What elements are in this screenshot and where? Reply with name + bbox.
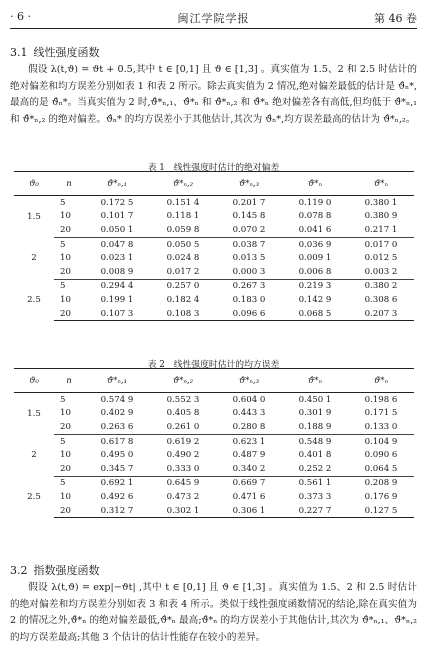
table-row bbox=[14, 196, 414, 210]
sample-size-cell: 10 bbox=[60, 491, 71, 502]
table2-mean-square-error bbox=[14, 368, 414, 518]
table-row bbox=[14, 393, 414, 407]
value-cell: 0.487 9 bbox=[232, 450, 266, 461]
value-cell: 0.402 9 bbox=[100, 408, 134, 419]
value-cell: 0.261 0 bbox=[150, 420, 216, 434]
sample-size-cell: 10 bbox=[60, 408, 71, 419]
table-row bbox=[14, 434, 414, 448]
value-cell: 0.023 1 bbox=[100, 253, 134, 264]
section-3-1-heading bbox=[10, 44, 100, 60]
value-cell: 0.380 1 bbox=[364, 197, 398, 208]
column-header: ϑ̂*ₙ,₁ bbox=[84, 369, 150, 393]
value-cell: 0.267 3 bbox=[232, 281, 266, 292]
value-cell: 0.133 0 bbox=[348, 420, 414, 434]
table-row bbox=[14, 265, 414, 279]
table-row bbox=[14, 307, 414, 321]
column-header: ϑ̂*ₙ,₁ bbox=[84, 172, 150, 196]
table2-caption: 表 2 线性强度时估计的均方误差 bbox=[147, 360, 280, 370]
value-cell: 0.380 9 bbox=[364, 211, 398, 222]
value-cell: 0.252 2 bbox=[282, 462, 348, 476]
table-row bbox=[14, 210, 414, 224]
value-cell: 0.623 1 bbox=[232, 436, 266, 447]
value-cell: 0.188 9 bbox=[282, 420, 348, 434]
paragraph-text: 假设 λ(t,ϑ) = ϑt + 0.5,其中 t ∈ [0,1] 且 ϑ ∈ [1,3] 。真实值为 1.5、2 和 2.5 时估计的绝对偏差和均方误差分别如表 1 和表 2 所示。除去真实值为 2 情况,绝对偏差最低的估计是 ϑ̂ₙ*,最高的是 ϑ̂ₙ*。当真实值为 2 时,ϑ̂*ₙ,₁、ϑ̂*ₙ 和 ϑ̂*ₙ,₂ 和 ϑ̂*ₙ 绝对偏差各有高低,但均低于 ϑ̂*ₙ,₁ 和 ϑ̂*ₙ,₂ 的绝对偏差。ϑ̂ₙ* 的均方误差小于其他估计,其次为 ϑ̂ₙ*,均方误差最高的估计为 ϑ̂*ₙ,₂。 bbox=[10, 64, 417, 125]
value-cell: 0.548 9 bbox=[298, 436, 332, 447]
table-row bbox=[14, 448, 414, 462]
theta-cell: 2.5 bbox=[27, 491, 41, 502]
value-cell: 0.064 5 bbox=[348, 462, 414, 476]
section-title: 线性强度函数 bbox=[33, 46, 100, 59]
value-cell: 0.068 5 bbox=[282, 307, 348, 321]
value-cell: 0.208 9 bbox=[364, 478, 398, 489]
sample-size-cell: 20 bbox=[54, 504, 84, 518]
table-row bbox=[14, 237, 414, 251]
value-cell: 0.492 6 bbox=[100, 491, 134, 502]
value-cell: 0.308 6 bbox=[364, 294, 398, 305]
table-row bbox=[14, 407, 414, 421]
sample-size-cell: 5 bbox=[60, 436, 66, 447]
value-cell: 0.669 7 bbox=[232, 478, 266, 489]
page-header bbox=[10, 6, 417, 29]
value-cell: 0.301 9 bbox=[298, 408, 332, 419]
value-cell: 0.257 0 bbox=[166, 281, 200, 292]
value-cell: 0.473 2 bbox=[166, 491, 200, 502]
paragraph-text: 假设 λ(t,ϑ) = exp|−ϑt| ,其中 t ∈ [0,1] 且 ϑ ∈ [1,3] 。真实值为 1.5、2 和 2.5 时估计的绝对偏差和均方误差分别如表 3 和表 4 所示。类似于线性强度函数情况的结论,除在真实值为 2 的情况之外,ϑ̂*ₙ 的绝对偏差最低,ϑ̂*ₙ 最高;ϑ̂*ₙ 的均方误差小于其他估计,其次为 ϑ̂*ₙ,₁、ϑ̂*ₙ,₂ 的均方误差最高;其他 3 个估计的估计性能存在较小的差异。 bbox=[10, 582, 417, 643]
column-header: ϑ₀ bbox=[14, 172, 54, 196]
value-cell: 0.006 8 bbox=[282, 265, 348, 279]
sample-size-cell: 10 bbox=[60, 253, 71, 264]
value-cell: 0.207 3 bbox=[348, 307, 414, 321]
value-cell: 0.201 7 bbox=[232, 197, 266, 208]
value-cell: 0.012 5 bbox=[364, 253, 398, 264]
table-row bbox=[14, 223, 414, 237]
value-cell: 0.345 7 bbox=[84, 462, 150, 476]
journal-title: 闽江学院学报 bbox=[177, 12, 250, 25]
table-row bbox=[14, 476, 414, 490]
column-header: ϑ̃*ₙ bbox=[348, 172, 414, 196]
table-row bbox=[14, 420, 414, 434]
column-header: ϑ̂*ₙ bbox=[282, 172, 348, 196]
value-cell: 0.142 9 bbox=[298, 294, 332, 305]
value-cell: 0.008 9 bbox=[84, 265, 150, 279]
sample-size-cell: 20 bbox=[54, 307, 84, 321]
volume-label: 第 46 卷 bbox=[374, 12, 417, 25]
value-cell: 0.145 8 bbox=[232, 211, 266, 222]
paragraph-3-1 bbox=[10, 62, 417, 128]
value-cell: 0.003 2 bbox=[348, 265, 414, 279]
value-cell: 0.312 7 bbox=[84, 504, 150, 518]
value-cell: 0.038 7 bbox=[232, 239, 266, 250]
value-cell: 0.059 8 bbox=[150, 223, 216, 237]
sample-size-cell: 10 bbox=[60, 294, 71, 305]
value-cell: 0.495 0 bbox=[100, 450, 134, 461]
value-cell: 0.119 0 bbox=[298, 197, 332, 208]
sample-size-cell: 5 bbox=[60, 478, 66, 489]
value-cell: 0.280 8 bbox=[216, 420, 282, 434]
value-cell: 0.013 5 bbox=[232, 253, 266, 264]
value-cell: 0.619 2 bbox=[166, 436, 200, 447]
value-cell: 0.171 5 bbox=[364, 408, 398, 419]
value-cell: 0.617 8 bbox=[100, 436, 134, 447]
value-cell: 0.090 6 bbox=[364, 450, 398, 461]
value-cell: 0.340 2 bbox=[216, 462, 282, 476]
column-header: ϑ̂*ₙ,₂ bbox=[150, 172, 216, 196]
value-cell: 0.009 1 bbox=[298, 253, 332, 264]
value-cell: 0.217 1 bbox=[348, 223, 414, 237]
theta-cell: 1.5 bbox=[27, 211, 41, 222]
value-cell: 0.101 7 bbox=[100, 211, 134, 222]
value-cell: 0.036 9 bbox=[298, 239, 332, 250]
value-cell: 0.017 2 bbox=[150, 265, 216, 279]
value-cell: 0.219 3 bbox=[298, 281, 332, 292]
value-cell: 0.227 7 bbox=[282, 504, 348, 518]
table1-caption: 表 1 线性强度时估计的绝对偏差 bbox=[147, 163, 280, 173]
value-cell: 0.070 2 bbox=[216, 223, 282, 237]
column-header: ϑ₀ bbox=[14, 369, 54, 393]
value-cell: 0.118 1 bbox=[166, 211, 200, 222]
value-cell: 0.176 9 bbox=[364, 491, 398, 502]
column-header: n bbox=[54, 369, 84, 393]
value-cell: 0.108 3 bbox=[150, 307, 216, 321]
value-cell: 0.000 3 bbox=[216, 265, 282, 279]
table-row bbox=[14, 251, 414, 265]
value-cell: 0.333 0 bbox=[150, 462, 216, 476]
value-cell: 0.172 5 bbox=[100, 197, 134, 208]
table-row bbox=[14, 462, 414, 476]
value-cell: 0.450 1 bbox=[298, 394, 332, 405]
value-cell: 0.263 6 bbox=[84, 420, 150, 434]
table-row bbox=[14, 279, 414, 293]
value-cell: 0.127 5 bbox=[348, 504, 414, 518]
value-cell: 0.050 5 bbox=[166, 239, 200, 250]
value-cell: 0.604 0 bbox=[232, 394, 266, 405]
value-cell: 0.490 2 bbox=[166, 450, 200, 461]
value-cell: 0.024 8 bbox=[166, 253, 200, 264]
column-header: n bbox=[54, 172, 84, 196]
value-cell: 0.078 8 bbox=[298, 211, 332, 222]
value-cell: 0.561 1 bbox=[298, 478, 332, 489]
sample-size-cell: 10 bbox=[60, 450, 71, 461]
value-cell: 0.405 8 bbox=[166, 408, 200, 419]
sample-size-cell: 20 bbox=[54, 265, 84, 279]
value-cell: 0.198 6 bbox=[364, 394, 398, 405]
theta-cell: 2 bbox=[31, 253, 37, 264]
value-cell: 0.041 6 bbox=[282, 223, 348, 237]
table-row bbox=[14, 504, 414, 518]
sample-size-cell: 5 bbox=[60, 197, 66, 208]
value-cell: 0.096 6 bbox=[216, 307, 282, 321]
value-cell: 0.552 3 bbox=[166, 394, 200, 405]
theta-cell: 2 bbox=[31, 450, 37, 461]
value-cell: 0.645 9 bbox=[166, 478, 200, 489]
value-cell: 0.183 0 bbox=[232, 294, 266, 305]
table1-absolute-deviation bbox=[14, 171, 414, 321]
column-header: ϑ̂*ₙ bbox=[282, 369, 348, 393]
theta-cell: 2.5 bbox=[27, 294, 41, 305]
theta-cell: 1.5 bbox=[27, 408, 41, 419]
value-cell: 0.302 1 bbox=[150, 504, 216, 518]
section-3-2-heading bbox=[10, 562, 100, 578]
sample-size-cell: 10 bbox=[60, 211, 71, 222]
column-header: ϑ̂*ₙ,₂ bbox=[150, 369, 216, 393]
section-number: 3.1 bbox=[10, 46, 28, 59]
value-cell: 0.182 4 bbox=[166, 294, 200, 305]
value-cell: 0.574 9 bbox=[100, 394, 134, 405]
paragraph-3-2 bbox=[10, 580, 417, 646]
value-cell: 0.401 8 bbox=[298, 450, 332, 461]
value-cell: 0.443 3 bbox=[232, 408, 266, 419]
value-cell: 0.050 1 bbox=[84, 223, 150, 237]
value-cell: 0.373 3 bbox=[298, 491, 332, 502]
column-header: ϑ̂*ₙ,₃ bbox=[216, 369, 282, 393]
section-number: 3.2 bbox=[10, 564, 28, 577]
value-cell: 0.692 1 bbox=[100, 478, 134, 489]
section-title: 指数强度函数 bbox=[33, 564, 100, 577]
column-header: ϑ̂*ₙ,₃ bbox=[216, 172, 282, 196]
value-cell: 0.380 2 bbox=[364, 281, 398, 292]
sample-size-cell: 5 bbox=[60, 281, 66, 292]
value-cell: 0.107 3 bbox=[84, 307, 150, 321]
value-cell: 0.471 6 bbox=[232, 491, 266, 502]
value-cell: 0.017 0 bbox=[364, 239, 398, 250]
value-cell: 0.306 1 bbox=[216, 504, 282, 518]
value-cell: 0.199 1 bbox=[100, 294, 134, 305]
sample-size-cell: 20 bbox=[54, 462, 84, 476]
table-row bbox=[14, 490, 414, 504]
value-cell: 0.047 8 bbox=[100, 239, 134, 250]
table-row bbox=[14, 293, 414, 307]
sample-size-cell: 20 bbox=[54, 223, 84, 237]
value-cell: 0.151 4 bbox=[166, 197, 200, 208]
page-number: · 6 · bbox=[10, 10, 31, 23]
value-cell: 0.104 9 bbox=[364, 436, 398, 447]
value-cell: 0.294 4 bbox=[100, 281, 134, 292]
sample-size-cell: 5 bbox=[60, 394, 66, 405]
sample-size-cell: 20 bbox=[54, 420, 84, 434]
sample-size-cell: 5 bbox=[60, 239, 66, 250]
column-header: ϑ̃*ₙ bbox=[348, 369, 414, 393]
